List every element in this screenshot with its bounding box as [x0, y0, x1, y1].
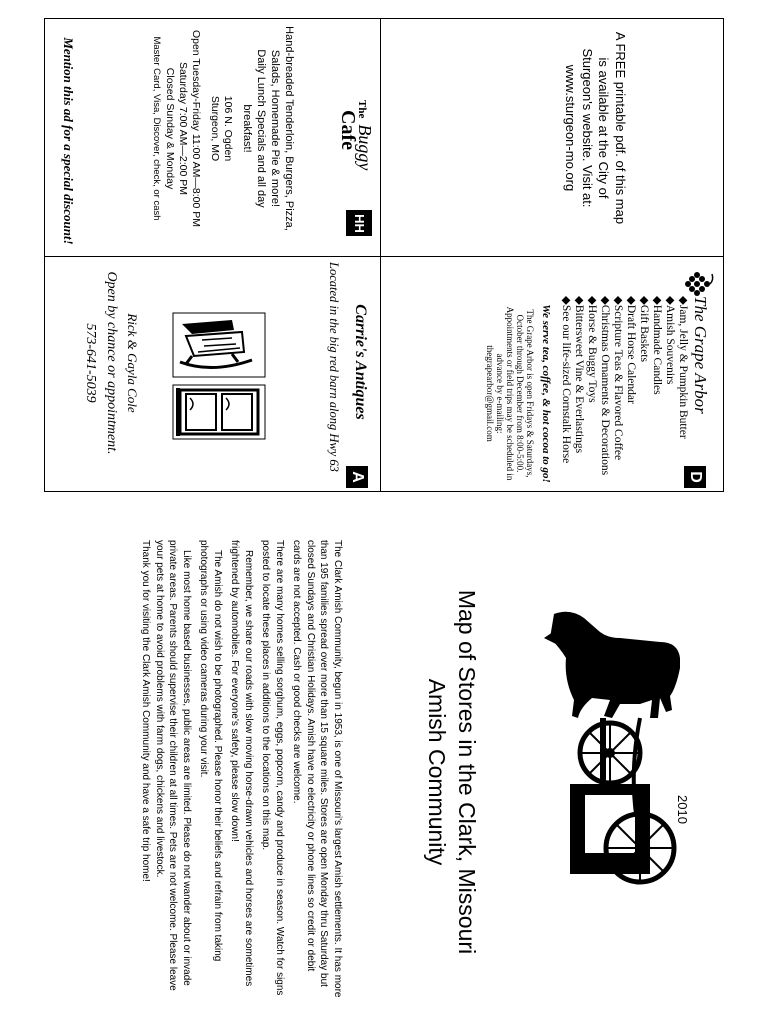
cafe-description: Hand-breaded Tenderloin, Burgers, Pizza, Salads, Homemade Pie & more!	[269, 26, 295, 231]
cover-year-wrap	[670, 795, 690, 845]
carrie-contact	[50, 258, 140, 468]
list-item: ◆Draft Horse Calendar	[625, 296, 637, 404]
grape-panel	[410, 296, 710, 491]
cafe-address-line2: Sturgeon, MO	[209, 95, 221, 162]
promo-url[interactable]: www.sturgeon-mo.org	[563, 64, 579, 192]
grape-hours: The Grape Arbor is open Fridays & Saturdays, October through December from 8:00-5:00. Appointments or field trips may be scheduled in advance by e-mailing:	[495, 306, 535, 481]
list-item: ◆Horse & Buggy Toys	[586, 296, 598, 403]
cover-body	[44, 540, 344, 998]
grid-divider-horizontal	[45, 256, 723, 257]
cafe-address-line1: 106 N. Ogden	[222, 95, 234, 162]
carrie-phone: 573-641-5039	[83, 323, 98, 403]
cover-paragraph: Like most home based businesses, public areas are limited. Please do not wander about or invade private areas. Parents should supervise their children at all times. Pets are not welcome. Please leave your pets at home to avoid problems with farm dogs, chickens and livestock.	[154, 540, 192, 991]
carrie-appointment: Open by chance or appointment.	[104, 271, 119, 455]
grid-divider-vertical	[380, 19, 381, 491]
carrie-title: Carrie's Antiques	[352, 304, 369, 420]
cafe-hours-line1: Open Tuesday-Friday 11:00 AM—8:00 PM	[190, 29, 202, 228]
carrie-location: Located in the big red barn along Hwy 63	[327, 262, 341, 472]
cover-paragraph: Remember, we share our roads with slow moving horse-drawn vehicles and horses are sometimes frightened by automobiles. For everyone's safety, please slow down!	[229, 540, 254, 987]
cafe-logo-the: The	[356, 100, 368, 119]
cafe-payment: Master Card, Visa, Discover, check, or cash	[151, 36, 162, 221]
cafe-hours-line2: Saturday 7:00 AM—2:00 PM	[177, 61, 189, 196]
grape-serve: We serve tea, coffee, & hot cocoa to go!	[540, 304, 552, 483]
grape-title: The Grape Arbor	[691, 296, 710, 414]
list-item: ◆Scripture Teas & Flavored Coffee	[612, 296, 624, 461]
list-item: ◆See our life-sized Cornstalk Horse	[560, 296, 572, 464]
carrie-header	[310, 262, 370, 472]
list-item: ◆Gift Baskets	[638, 296, 650, 363]
rocking-chair-icon	[172, 312, 266, 378]
grape-email[interactable]: thegrapearbor@gmail.com	[485, 345, 495, 442]
cover-title-line1: Map of Stores in the Clark, Missouri	[454, 589, 480, 955]
grape-badge: D	[684, 466, 706, 488]
cafe-hours-line3: Closed Sunday & Monday	[164, 67, 176, 190]
list-item: ◆Bittersweet Vine & Everlastings	[573, 296, 585, 454]
cabinet-icon	[172, 384, 266, 440]
list-item: ◆Amish Souvenirs	[664, 296, 676, 385]
promo-panel	[518, 28, 628, 228]
cafe-panel	[46, 26, 296, 231]
cover-paragraph: The Clark Amish Community, begun in 1953, is one of Missouri's largest Amish settlements. It has more than 195 families spread over more than 15 square miles. Stores are open Monday thru Saturday but closed Sundays and Christian Holidays. Amish have no electricity or phone lines so credit or debit cards are not accepted. Cash or good checks are welcome.	[291, 540, 343, 998]
cover-title-block	[402, 582, 482, 962]
cover-paragraph: There are many homes selling sorghum, eggs, popcorn, candy and produce in season. Watch for signs posted to locate these places in additions to the locations on this map.	[260, 540, 285, 996]
list-item: ◆Christmas Ornaments & Decorations	[599, 296, 611, 476]
cover-year: 2010	[675, 795, 690, 824]
cafe-logo-name: Buggy	[355, 124, 375, 171]
carrie-owners: Rick & Gayla Cole	[125, 313, 140, 413]
grape-item-list	[559, 296, 689, 491]
cover-paragraph: Thank you for visiting the Clark Amish Community and have a safe trip home!	[140, 540, 152, 882]
cafe-badge: HH	[346, 210, 372, 236]
cafe-discount: Mention this ad for a special discount!	[61, 37, 76, 245]
cover-paragraph: The Amish do not wish to be photographed. Please honor their beliefs and refrain from taking photographs or using video cameras during your visit.	[198, 540, 223, 962]
list-item: ◆Jam, Jelly & Pumpkin Butter	[677, 296, 689, 439]
list-item: ◆Handmade Candles	[651, 296, 663, 395]
horse-buggy-icon	[540, 608, 690, 898]
cover-title-line2: Amish Community	[424, 678, 450, 866]
promo-text: A FREE printable pdf. of this map is available at the City of Sturgeon's website. Visit at:	[580, 31, 628, 225]
cafe-specials: Daily Lunch Specials and all day breakfast!	[241, 49, 267, 208]
carrie-badge: A	[346, 466, 368, 488]
cafe-discount-wrap	[56, 26, 78, 256]
cafe-logo-cafe: Cafe	[337, 110, 359, 150]
cafe-logo	[332, 100, 375, 190]
